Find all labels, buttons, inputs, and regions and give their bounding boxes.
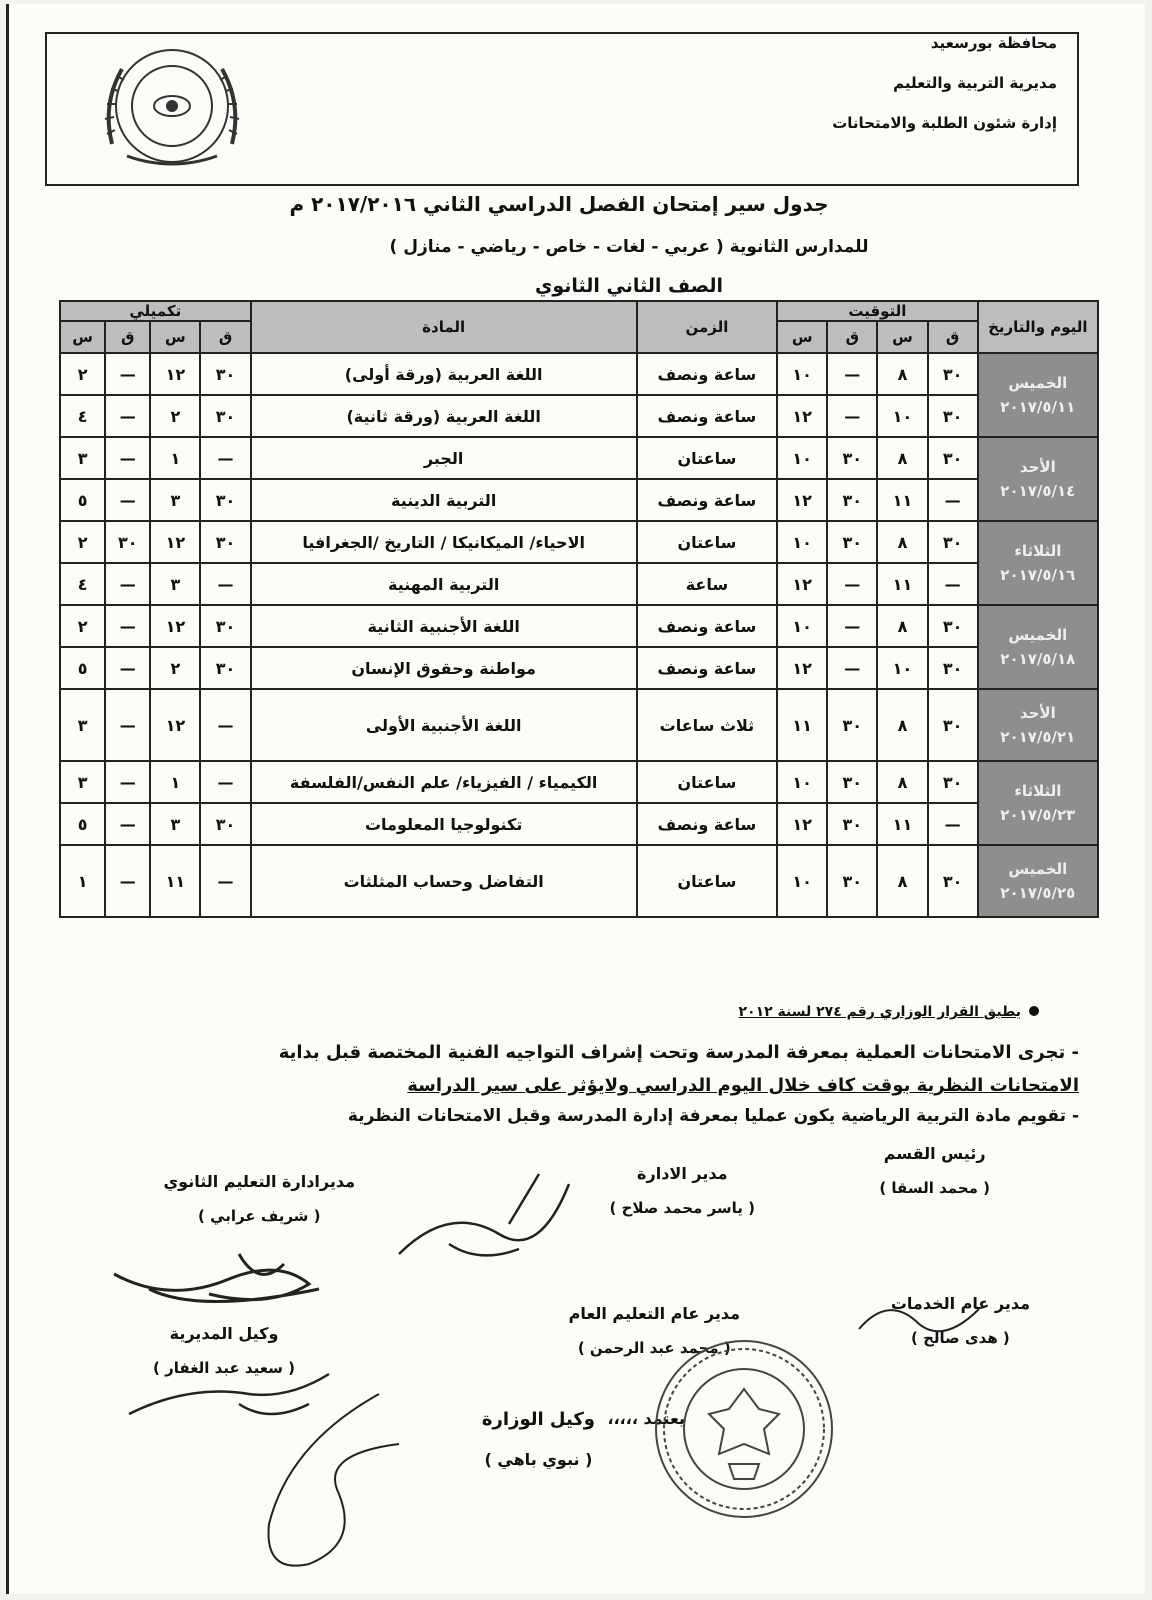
supp-start-hour: ١١ — [150, 845, 200, 917]
sig-secondary-education-name: ( شريف عرابي ) — [198, 1207, 321, 1225]
subject-cell: اللغة الأجنبية الثانية — [251, 605, 637, 647]
exam-date: ٢٠١٧/٥/١٨ — [1000, 650, 1076, 668]
timing-end-hour: ١٠ — [777, 353, 827, 395]
supp-end-minutes: — — [105, 605, 150, 647]
supp-start-minutes: — — [200, 845, 250, 917]
exam-date: ٢٠١٧/٥/٢٣ — [1000, 806, 1076, 824]
day-date-cell — [978, 845, 1098, 917]
supp-end-minutes: ٣٠ — [105, 521, 150, 563]
sig-deputy-directorate — [153, 1324, 295, 1377]
supp-start-hour: ١٢ — [150, 689, 200, 761]
timing-end-hour: ١٠ — [777, 845, 827, 917]
supp-start-minutes: ٣٠ — [200, 521, 250, 563]
practical-text-2: الامتحانات النظرية بوقت كاف خلال اليوم الدراسي ولايؤثر على سير الدراسة — [407, 1075, 1079, 1096]
duration-cell: ساعة ونصف — [637, 395, 777, 437]
supp-end-minutes: — — [105, 437, 150, 479]
duration-cell: ساعتان — [637, 521, 777, 563]
pe-text: تقويم مادة التربية الرياضية يكون عمليا بمعرفة إدارة المدرسة وقبل الامتحانات النظرية — [347, 1106, 1067, 1126]
timing-end-minutes: ٣٠ — [827, 803, 877, 845]
sig-services-name: ( هدى صالح ) — [911, 1329, 1010, 1347]
supp-start-minutes: ٣٠ — [200, 353, 250, 395]
timing-start-minutes: ٣٠ — [928, 761, 978, 803]
timing-start-minutes: ٣٠ — [928, 605, 978, 647]
timing-end-minutes: — — [827, 647, 877, 689]
duration-cell: ثلاث ساعات — [637, 689, 777, 761]
day-name: الخميس — [1008, 374, 1068, 392]
supp-start-minutes: ٣٠ — [200, 605, 250, 647]
header-supplementary: تكميلي — [60, 301, 251, 321]
department-line: إدارة شئون الطلبة والامتحانات — [832, 114, 1057, 132]
supp-end-minutes: — — [105, 761, 150, 803]
timing-end-minutes: ٣٠ — [827, 437, 877, 479]
sig-secondary-education — [164, 1172, 355, 1225]
supp-end-hour: ٥ — [60, 803, 105, 845]
header-supp-hour-end: س — [60, 321, 105, 353]
signature-scribble-ministry — [249, 1384, 449, 1584]
timing-start-minutes: ٣٠ — [928, 845, 978, 917]
supp-start-minutes: — — [200, 761, 250, 803]
supp-end-minutes: — — [105, 845, 150, 917]
supp-end-minutes: — — [105, 647, 150, 689]
header-supp-minutes-start: ق — [200, 321, 250, 353]
bullet-icon — [1029, 1006, 1039, 1016]
timing-start-hour: ١٠ — [877, 647, 927, 689]
header-duration: الزمن — [637, 301, 777, 353]
day-date-cell — [978, 761, 1098, 845]
timing-start-hour: ٨ — [877, 689, 927, 761]
dash-2: - — [1071, 1106, 1079, 1126]
timing-end-minutes: ٣٠ — [827, 761, 877, 803]
sig-general-education-title: مدير عام التعليم العام — [568, 1304, 740, 1323]
signature-scribble-secondary — [109, 1234, 339, 1314]
timing-end-hour: ١٢ — [777, 563, 827, 605]
supp-start-minutes: ٣٠ — [200, 803, 250, 845]
timing-start-hour: ١١ — [877, 563, 927, 605]
timing-end-hour: ١٠ — [777, 437, 827, 479]
subject-cell: التربية المهنية — [251, 563, 637, 605]
pe-note — [49, 1106, 1079, 1126]
supp-end-hour: ٣ — [60, 689, 105, 761]
timing-end-minutes: — — [827, 395, 877, 437]
supp-end-hour: ٢ — [60, 605, 105, 647]
timing-end-hour: ١٢ — [777, 647, 827, 689]
duration-cell: ساعة ونصف — [637, 803, 777, 845]
day-date-cell — [978, 353, 1098, 437]
day-name: الثلاثاء — [1014, 782, 1062, 800]
timing-start-hour: ١١ — [877, 803, 927, 845]
subject-cell: اللغة العربية (ورقة ثانية) — [251, 395, 637, 437]
day-date-cell — [978, 437, 1098, 521]
timing-end-minutes: — — [827, 605, 877, 647]
supp-end-hour: ٥ — [60, 479, 105, 521]
header-timing-hour-end: س — [777, 321, 827, 353]
table-row — [60, 521, 1098, 563]
timing-start-hour: ٨ — [877, 605, 927, 647]
timing-start-minutes: ٣٠ — [928, 395, 978, 437]
timing-start-hour: ٨ — [877, 521, 927, 563]
table-row — [60, 845, 1098, 917]
supp-end-hour: ٣ — [60, 761, 105, 803]
duration-cell: ساعة — [637, 563, 777, 605]
supp-start-minutes: — — [200, 689, 250, 761]
supp-end-hour: ٤ — [60, 563, 105, 605]
timing-end-hour: ١٠ — [777, 605, 827, 647]
supp-start-minutes: ٣٠ — [200, 395, 250, 437]
schedule-body — [60, 353, 1098, 917]
supp-start-hour: ٣ — [150, 563, 200, 605]
supp-start-hour: ٢ — [150, 395, 200, 437]
subject-cell: الجبر — [251, 437, 637, 479]
timing-end-minutes: — — [827, 563, 877, 605]
timing-start-hour: ٨ — [877, 353, 927, 395]
header-subject: المادة — [251, 301, 637, 353]
timing-start-hour: ٨ — [877, 761, 927, 803]
supp-start-hour: ٣ — [150, 803, 200, 845]
subject-cell: اللغة العربية (ورقة أولى) — [251, 353, 637, 395]
title-schools: للمدارس الثانوية ( عربي - لغات - خاص - رياضي - منازل ) — [389, 237, 869, 257]
supp-end-minutes: — — [105, 563, 150, 605]
timing-start-hour: ٨ — [877, 845, 927, 917]
timing-start-minutes: ٣٠ — [928, 689, 978, 761]
table-row — [60, 803, 1098, 845]
supp-start-hour: ١٢ — [150, 605, 200, 647]
table-row — [60, 479, 1098, 521]
supp-end-hour: ١ — [60, 845, 105, 917]
timing-start-minutes: ٣٠ — [928, 353, 978, 395]
notes-section — [49, 1004, 1079, 1126]
timing-start-minutes: — — [928, 803, 978, 845]
sig-admin-director-name: ( ياسر محمد صلاح ) — [609, 1199, 755, 1217]
supp-end-hour: ٢ — [60, 521, 105, 563]
document-page — [6, 4, 1145, 1594]
supp-start-hour: ١٢ — [150, 353, 200, 395]
title-grade: الصف الثاني الثانوي — [534, 275, 724, 297]
signature-scribble-admin — [389, 1164, 589, 1274]
exam-date: ٢٠١٧/٥/١٤ — [1000, 482, 1076, 500]
approve-text: يعتمد ،،،،، — [607, 1409, 685, 1428]
day-date-cell — [978, 689, 1098, 761]
practical-note — [49, 1036, 1079, 1102]
exam-schedule-table — [59, 300, 1099, 918]
day-name: الخميس — [1008, 626, 1068, 644]
sig-services-title: مدير عام الخدمات — [890, 1294, 1030, 1313]
sig-admin-director-title: مدير الادارة — [637, 1164, 728, 1183]
timing-start-minutes: ٣٠ — [928, 437, 978, 479]
sig-secondary-education-title: مديرادارة التعليم الثانوي — [163, 1172, 355, 1191]
exam-date: ٢٠١٧/٥/١١ — [1000, 398, 1076, 416]
directorate-logo — [87, 44, 257, 174]
exam-date: ٢٠١٧/٥/٢١ — [1000, 728, 1076, 746]
timing-start-hour: ١١ — [877, 479, 927, 521]
timing-end-hour: ١٢ — [777, 803, 827, 845]
supp-end-minutes: — — [105, 689, 150, 761]
timing-end-hour: ١١ — [777, 689, 827, 761]
duration-cell: ساعة ونصف — [637, 647, 777, 689]
table-row — [60, 647, 1098, 689]
title-main: جدول سير إمتحان الفصل الدراسي الثاني ٢٠١٧/٢٠١٦ م — [289, 192, 829, 216]
sig-admin-director — [610, 1164, 755, 1217]
timing-end-hour: ١٠ — [777, 761, 827, 803]
timing-end-minutes: ٣٠ — [827, 689, 877, 761]
letterhead — [45, 32, 1079, 186]
supp-start-hour: ١٢ — [150, 521, 200, 563]
supp-end-hour: ٤ — [60, 395, 105, 437]
subject-cell: الاحياء/ الميكانيكا / التاريخ /الجغرافيا — [251, 521, 637, 563]
timing-end-minutes: — — [827, 353, 877, 395]
supp-end-minutes: — — [105, 353, 150, 395]
subject-cell: التفاضل وحساب المثلثات — [251, 845, 637, 917]
subject-cell: اللغة الأجنبية الأولى — [251, 689, 637, 761]
timing-start-hour: ١٠ — [877, 395, 927, 437]
supp-end-minutes: — — [105, 479, 150, 521]
duration-cell: ساعة ونصف — [637, 605, 777, 647]
decree-note — [49, 1004, 1039, 1020]
sig-ministry-deputy-title: وكيل الوزارة — [481, 1409, 595, 1430]
sig-section-head-name: ( محمد السقا ) — [879, 1179, 990, 1197]
governorate-line: محافظة بورسعيد — [930, 34, 1057, 52]
header-supp-minutes-end: ق — [105, 321, 150, 353]
sig-services — [891, 1294, 1030, 1347]
subject-cell: الكيمياء / الفيزياء/ علم النفس/الفلسفة — [251, 761, 637, 803]
sig-deputy-directorate-title: وكيل المديرية — [169, 1324, 279, 1343]
dash-1: - — [1071, 1042, 1079, 1063]
day-name: الخميس — [1008, 860, 1068, 878]
exam-date: ٢٠١٧/٥/١٦ — [1000, 566, 1076, 584]
table-row — [60, 761, 1098, 803]
supp-start-minutes: — — [200, 437, 250, 479]
official-seal — [649, 1334, 839, 1524]
header-timing-minutes-start: ق — [928, 321, 978, 353]
supp-start-minutes: ٣٠ — [200, 647, 250, 689]
supp-end-minutes: — — [105, 803, 150, 845]
timing-start-minutes: ٣٠ — [928, 647, 978, 689]
header-supp-hour-start: س — [150, 321, 200, 353]
day-name: الثلاثاء — [1014, 542, 1062, 560]
timing-start-minutes: — — [928, 479, 978, 521]
supp-start-minutes: — — [200, 563, 250, 605]
supp-start-hour: ٣ — [150, 479, 200, 521]
duration-cell: ساعة ونصف — [637, 353, 777, 395]
practical-text-1: تجرى الامتحانات العملية بمعرفة المدرسة وتحت إشراف التواجيه الفنية المختصة قبل بداية — [278, 1042, 1066, 1063]
supp-end-minutes: — — [105, 395, 150, 437]
duration-cell: ساعتان — [637, 761, 777, 803]
duration-cell: ساعة ونصف — [637, 479, 777, 521]
timing-end-minutes: ٣٠ — [827, 845, 877, 917]
day-date-cell — [978, 605, 1098, 689]
timing-end-hour: ١٢ — [777, 395, 827, 437]
timing-start-minutes: — — [928, 563, 978, 605]
supp-start-hour: ١ — [150, 437, 200, 479]
timing-start-minutes: ٣٠ — [928, 521, 978, 563]
timing-end-minutes: ٣٠ — [827, 521, 877, 563]
table-row — [60, 605, 1098, 647]
sig-deputy-directorate-name: ( سعيد عبد الغفار ) — [153, 1359, 295, 1377]
exam-date: ٢٠١٧/٥/٢٥ — [1000, 884, 1076, 902]
table-row — [60, 437, 1098, 479]
sig-ministry-deputy-name: ( نبوي باهي ) — [484, 1450, 593, 1469]
duration-cell: ساعتان — [637, 437, 777, 479]
table-row — [60, 689, 1098, 761]
supp-end-hour: ٢ — [60, 353, 105, 395]
sig-ministry-deputy — [482, 1409, 595, 1469]
table-row — [60, 563, 1098, 605]
sig-section-head-title: رئيس القسم — [883, 1144, 986, 1163]
supp-end-hour: ٣ — [60, 437, 105, 479]
header-timing-hour-start: س — [877, 321, 927, 353]
supp-end-hour: ٥ — [60, 647, 105, 689]
supp-start-hour: ١ — [150, 761, 200, 803]
day-name: الأحد — [1019, 704, 1056, 722]
subject-cell: مواطنة وحقوق الإنسان — [251, 647, 637, 689]
timing-end-minutes: ٣٠ — [827, 479, 877, 521]
day-name: الأحد — [1019, 458, 1056, 476]
table-row — [60, 353, 1098, 395]
decree-text: يطبق القرار الوزاري رقم ٢٧٤ لسنة ٢٠١٢ — [738, 1004, 1021, 1020]
timing-end-hour: ١٢ — [777, 479, 827, 521]
subject-cell: التربية الدينية — [251, 479, 637, 521]
timing-start-hour: ٨ — [877, 437, 927, 479]
header-timing-minutes-end: ق — [827, 321, 877, 353]
sig-section-head — [879, 1144, 990, 1197]
supp-start-hour: ٢ — [150, 647, 200, 689]
sig-general-education-name: ( محمد عبد الرحمن ) — [577, 1339, 731, 1357]
supp-start-minutes: ٣٠ — [200, 479, 250, 521]
directorate-line: مديرية التربية والتعليم — [893, 74, 1057, 92]
timing-end-hour: ١٠ — [777, 521, 827, 563]
duration-cell: ساعتان — [637, 845, 777, 917]
header-timing: التوقيت — [777, 301, 978, 321]
subject-cell: تكنولوجيا المعلومات — [251, 803, 637, 845]
header-day-date: اليوم والتاريخ — [978, 301, 1098, 353]
day-date-cell — [978, 521, 1098, 605]
table-row — [60, 395, 1098, 437]
